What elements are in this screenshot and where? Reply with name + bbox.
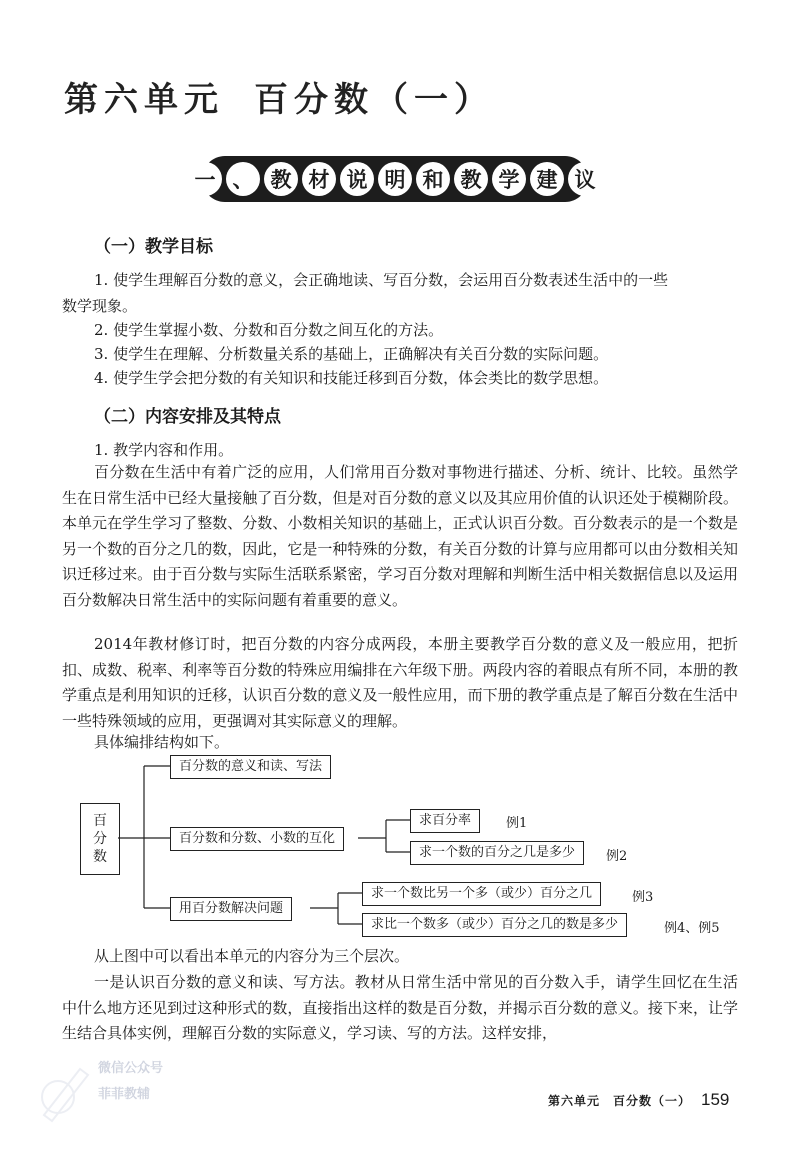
diagram-node-problems: 用百分数解决问题 (170, 897, 292, 921)
banner-char: 议 (568, 162, 602, 196)
example-label: 例2 (606, 849, 628, 864)
goal-item-1-line1: 1. 使学生理解百分数的意义，会正确地读、写百分数，会运用百分数表述生活中的一些 (94, 271, 669, 289)
banner-char: 材 (302, 162, 336, 196)
banner-char: 一 (188, 162, 222, 196)
diagram-node-meaning: 百分数的意义和读、写法 (170, 755, 331, 779)
watermark-line1: 微信公众号 (98, 1061, 164, 1076)
diagram-node-compare-percent: 求一个数比另一个多（或少）百分之几 (362, 882, 601, 906)
example-label: 例3 (632, 890, 654, 905)
page-number: 159 (701, 1090, 730, 1109)
footer-title: 第六单元 百分数（一） (548, 1094, 692, 1108)
pen-icon (36, 1055, 96, 1125)
paragraph-1: 百分数在生活中有着广泛的应用，人们常用百分数对事物进行描述、分析、统计、比较。虽然学生在日常生活中已经大量接触了百分数，但是对百分数的意义以及其应用价值的认识还处于模糊阶段。本单元在学生学习了整数、分数、小数相关知识的基础上，正式认识百分数。百分数表示的是一个数是另一个数的百分之几的数，因此，它是一种特殊的分数，有关百分数的计算与应用都可以由分数相关知识迁移过来。由于百分数与实际生活联系紧密，学习百分数对理解和判断生活中相关数据信息以及运用百分数解决日常生活中的实际问题有着重要的意义。 (62, 463, 738, 609)
root-char-1: 百 (93, 813, 107, 829)
banner-char: 和 (416, 162, 450, 196)
banner-char: 教 (264, 162, 298, 196)
content-heading: （二）内容安排及其特点 (94, 407, 281, 427)
goal-item-1-cont: 数学现象。 (62, 297, 138, 315)
watermark-line2: 菲菲教辅 (98, 1087, 151, 1102)
goal-item-4: 4. 使学生学会把分数的有关知识和技能迁移到百分数，体会类比的数学思想。 (94, 369, 609, 387)
paragraph-2: 2014年教材修订时，把百分数的内容分成两段，本册主要教学百分数的意义及一般应用，把折扣、成数、税率、利率等百分数的特殊应用编排在六年级下册。两段内容的着眼点有所不同，本册的教学重点是利用知识的迁移，认识百分数的意义及一般性应用，而下册的教学重点是了解百分数在生活中一些特殊领域的应用，更强调对其实际意义的理解。 (62, 635, 738, 730)
content-subheading: 1. 教学内容和作用。 (94, 441, 234, 459)
banner-char: 、 (226, 162, 260, 196)
watermark (36, 1055, 176, 1125)
root-char-3: 数 (93, 849, 107, 865)
banner-char: 教 (454, 162, 488, 196)
goal-item-3: 3. 使学生在理解、分析数量关系的基础上，正确解决有关百分数的实际问题。 (94, 345, 609, 363)
unit-topic: 百分数（一） (254, 80, 494, 120)
paragraph-4: 从上图中可以看出本单元的内容分为三个层次。 (94, 947, 410, 965)
banner-char: 明 (378, 162, 412, 196)
goal-item-1 (94, 268, 734, 292)
paragraph-3: 具体编排结构如下。 (94, 733, 230, 751)
paragraph-5: 一是认识百分数的意义和读、写方法。教材从日常生活中常见的百分数入手，请学生回忆在生活中什么地方还见到过这种形式的数，直接指出这样的数是百分数，并揭示百分数的意义。接下来，让学生结合具体实例，理解百分数的实际意义，学习读、写的方法。这样安排， (62, 973, 738, 1042)
diagram-node-percent-of: 求一个数的百分之几是多少 (410, 841, 584, 865)
unit-number: 第六单元 (64, 80, 224, 120)
root-char-2: 分 (93, 831, 107, 847)
banner-chars (188, 162, 602, 196)
diagram-node-percent-rate: 求百分率 (410, 809, 480, 833)
diagram-root (80, 803, 120, 875)
example-label: 例1 (506, 816, 528, 831)
section-banner (194, 156, 596, 202)
unit-title (64, 72, 494, 121)
goals-heading: （一）教学目标 (94, 237, 213, 257)
example-label: 例4、例5 (664, 921, 720, 936)
diagram-node-more-less: 求比一个数多（或少）百分之几的数是多少 (362, 913, 627, 937)
banner-char: 学 (492, 162, 526, 196)
goal-item-2: 2. 使学生掌握小数、分数和百分数之间互化的方法。 (94, 321, 444, 339)
banner-char: 说 (340, 162, 374, 196)
banner-char: 建 (530, 162, 564, 196)
page-footer (548, 1090, 729, 1110)
diagram-node-conversion: 百分数和分数、小数的互化 (170, 827, 344, 851)
